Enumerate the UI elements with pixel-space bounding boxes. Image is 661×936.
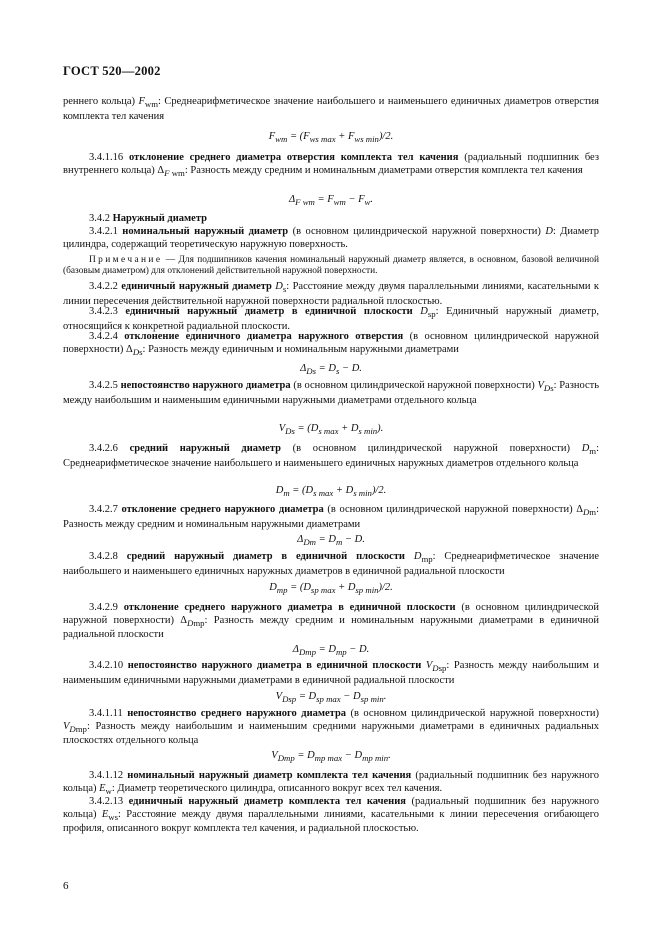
equation: $D_{mp} = (D_{sp max} + D_{sp min})/2$. — [269, 582, 393, 596]
paragraph: 3.4.1.11 непостоянство среднего наружного диаметра (в основном цилиндрической наружной поверхности) $V_{Dmp}$: Разность между наибольшим и наименьшим средними наружными диаметрами в единичных радиальных плоскостях отдельного кольца — [63, 708, 599, 747]
paragraph: реннего кольца) $F_{wm}$: Среднеарифметическое значение наибольшего и наименьшего единичных диаметров отверстия комплекта тел качения — [63, 96, 600, 122]
paragraph: 3.4.2.3 единичный наружный диаметр в единичной плоскости $D_{sp}$: Единичный наружный диаметр, относящийся к конкретной радиальной плоскости. — [63, 306, 599, 332]
paragraph: 3.4.2.6 средний наружный диаметр (в основном цилиндрической наружной поверхности) $D_m$: Среднеарифметическое значение наибольшего и наименьшего единичных наружных диаметров отдельного кольца — [63, 443, 600, 469]
equation: $F_{wm} = (F_{ws max} + F_{ws min})/2$. — [268, 131, 394, 145]
equation: $V_{Dmp} = D_{mp max} - D_{mp min}$. — [271, 750, 391, 764]
paragraph: 3.4.2 Наружный диаметр — [89, 213, 207, 224]
document-header: ГОСТ 520—2002 — [63, 64, 161, 78]
equation: $\Delta_{Dmp} = D_{mp} - D$. — [292, 644, 370, 658]
paragraph: 3.4.2.13 единичный наружный диаметр комплекта тел качения (радиальный подшипник без наружного кольца) $E_{ws}$: Расстояние между двумя параллельными линиями, касательными к линии пересечения огибающего профиля, описанного вокруг комплекта тел качения, и радиальной плоскостью. — [63, 796, 600, 835]
page-number: 6 — [63, 880, 69, 892]
paragraph: 3.4.2.8 средний наружный диаметр в единичной плоскости $D_{mp}$: Среднеарифметическое значение наибольшего и наименьшего единичных наружных диаметров в единичной радиальной плоскости — [63, 551, 599, 577]
note-paragraph: Примечание — Для подшипников качения номинальный наружный диаметр является, в основном, базовой величиной (базовым диаметром) для отклонений действительной наружной поверхности. — [63, 255, 599, 277]
paragraph: 3.4.2.7 отклонение среднего наружного диаметра (в основном цилиндрической наружной поверхности) $\Delta_{Dm}$: Разность между средним и номинальным наружными диаметрами — [63, 504, 600, 530]
equation: $V_{Dsp} = D_{sp max} - D_{sp min}$. — [275, 691, 387, 705]
equation: $\Delta_{Dm} = D_m - D$. — [297, 534, 365, 548]
paragraph: 3.4.2.4 отклонение единичного диаметра наружного отверстия (в основном цилиндрической наружной поверхности) $\Delta_{Ds}$: Разность между единичным и номинальным наружными диаметрами — [63, 331, 600, 357]
paragraph: 3.4.2.5 непостоянство наружного диаметра (в основном цилиндрической наружной поверхности) $V_{Ds}$: Разность между наибольшим и наименьшим единичными наружными диаметрами отдельного кольца — [63, 380, 600, 406]
paragraph: 3.4.2.2 единичный наружный диаметр $D_s$: Расстояние между двумя параллельными линиями, касательными к линии пересечения действительной наружной поверхности радиальной плоскостью. — [63, 281, 600, 307]
paragraph: 3.4.1.16 отклонение среднего диаметра отверстия комплекта тел качения (радиальный подшипник без внутреннего кольца) $\Delta_{F wm}$: Разность между средним и номинальным диаметрами отверстия комплекта тел качения — [63, 152, 599, 178]
equation: $\Delta_{F wm} = F_{wm} - F_w$. — [288, 194, 374, 208]
equation: $V_{Ds} = (D_{s max} + D_{s min})$. — [278, 423, 384, 437]
paragraph: 3.4.2.9 отклонение среднего наружного диаметра в единичной плоскости (в основном цилиндрической наружной поверхности) $\Delta_{Dmp}$: Разность между средним и номинальным наружными диаметрами в единичной радиальной плоскости — [63, 602, 600, 641]
equation: $D_m = (D_{s max} + D_{s min})/2$. — [275, 485, 387, 499]
equation: $\Delta_{Ds} = D_s - D$. — [300, 363, 362, 377]
paragraph: 3.4.2.10 непостоянство наружного диаметра в единичной плоскости $V_{Dsp}$: Разность между наибольшим и наименьшим единичными наружными диаметрами в единичной радиальной плоскости — [63, 660, 600, 686]
paragraph: 3.4.1.12 номинальный наружный диаметр комплекта тел качения (радиальный подшипник без наружного кольца) $E_w$: Диаметр теоретического цилиндра, описанного вокруг всех тел качения. — [63, 770, 600, 796]
paragraph: 3.4.2.1 номинальный наружный диаметр (в основном цилиндрической наружной поверхности) D: Диаметр цилиндра, содержащий теоретическую наружную поверхность. — [63, 226, 599, 250]
